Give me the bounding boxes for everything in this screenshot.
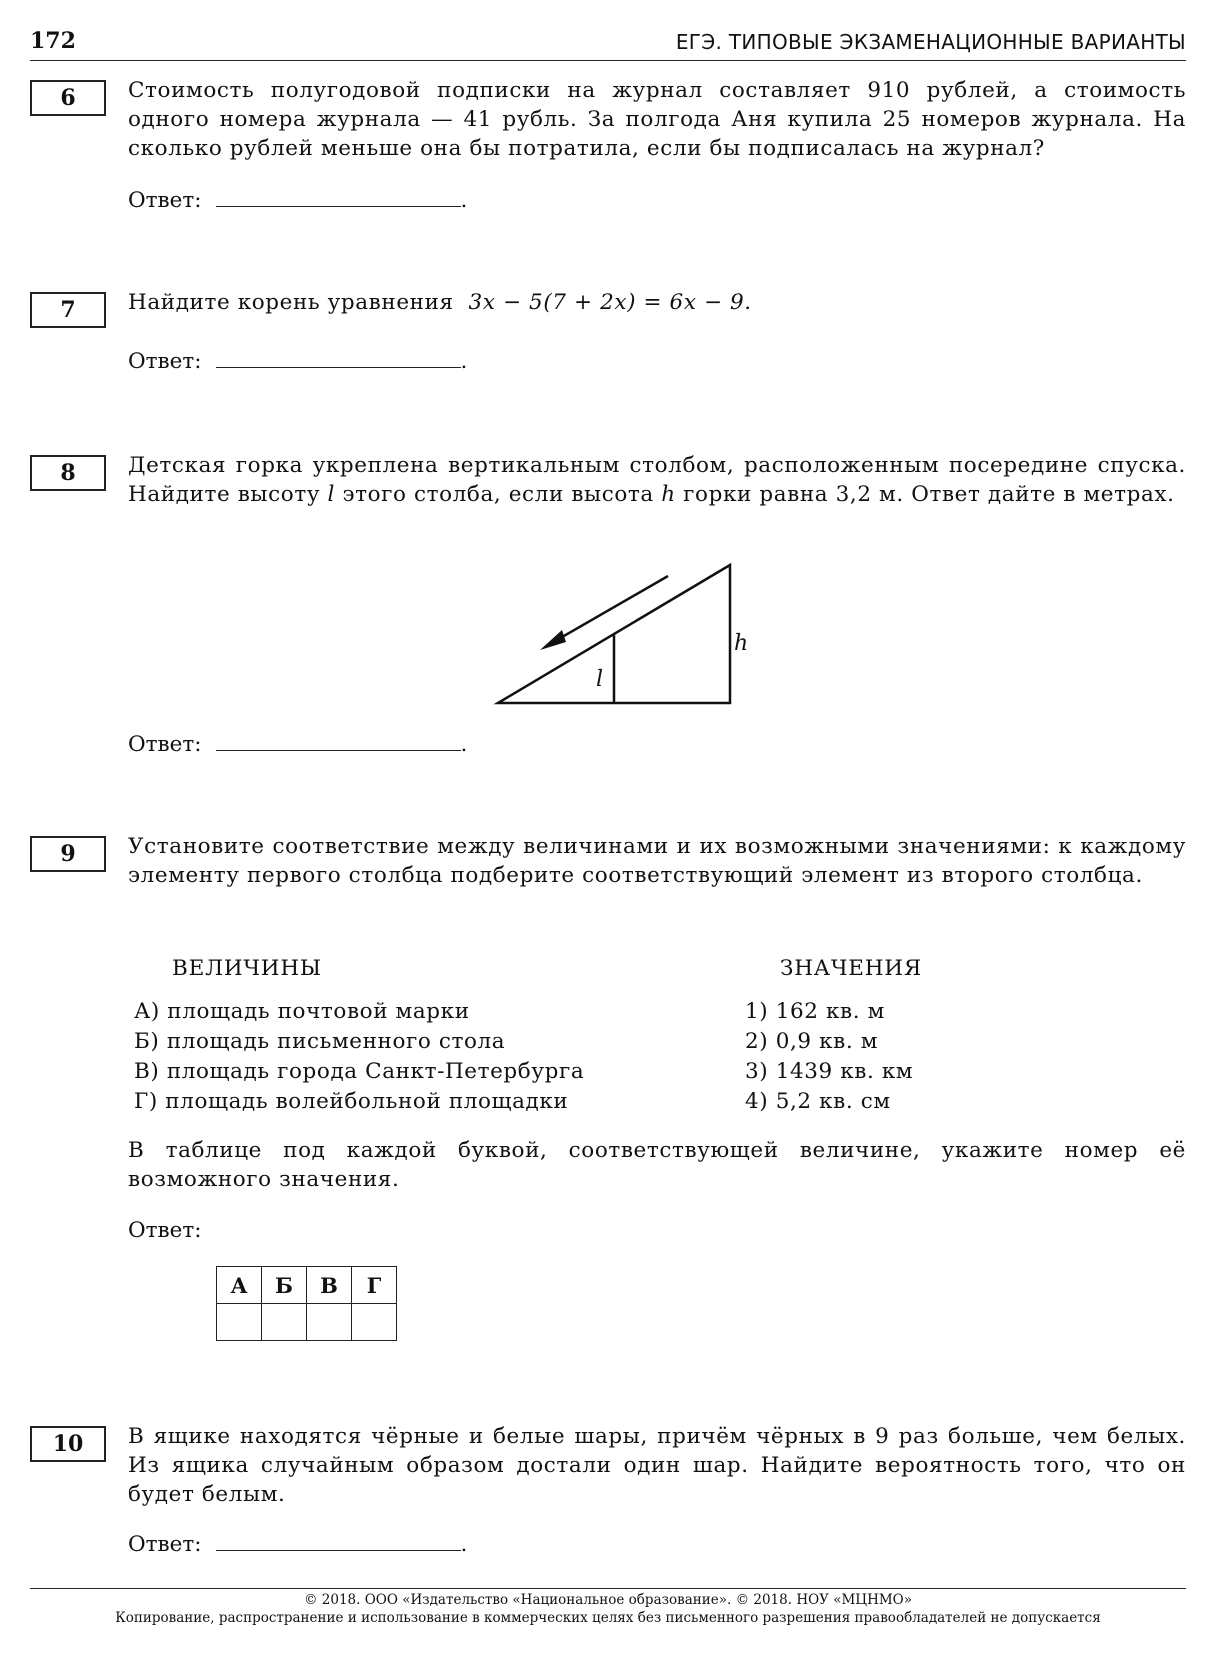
task-6-number: 6 (30, 80, 106, 116)
task-7-answer (128, 347, 467, 374)
page-number: 172 (30, 28, 76, 54)
task-9-instruction: В таблице под каждой буквой, соответствующей величине, укажите номер её возможного значения. (128, 1138, 1186, 1192)
footer-divider (30, 1588, 1186, 1589)
header-divider (30, 60, 1186, 61)
footer-copyright: © 2018. ООО «Издательство «Национальное образование». © 2018. НОУ «МЦНМО» (304, 1592, 912, 1608)
slide-diagram (490, 560, 770, 720)
answer-period: . (460, 732, 468, 757)
task-8-var-h: h (661, 482, 676, 507)
answer-line[interactable] (216, 730, 461, 751)
list-item: 2) 0,9 кв. м (745, 1029, 879, 1054)
answer-label: Ответ: (128, 1532, 202, 1557)
answer-cell-g[interactable] (352, 1304, 397, 1341)
answer-line[interactable] (216, 186, 461, 207)
list-item: А) площадь почтовой марки (134, 999, 470, 1024)
task-6-answer (128, 186, 467, 213)
task-6-text: Стоимость полугодовой подписки на журнал составляет 910 рублей, а стоимость одного номера журнала — 41 рубль. За полгода Аня купила 25 номеров журнала. На сколько рублей меньше она бы потратила, если бы подписалась на журнал? (128, 78, 1186, 161)
quantities-heading: ВЕЛИЧИНЫ (172, 956, 322, 981)
task-8-answer (128, 730, 467, 757)
answer-cell-b[interactable] (262, 1304, 307, 1341)
list-item: 4) 5,2 кв. см (745, 1089, 891, 1114)
task-7-number: 7 (30, 292, 106, 328)
answer-label: Ответ: (128, 349, 202, 374)
table-header-v: В (307, 1267, 352, 1304)
task-9-text: Установите соответствие между величинами и их возможными значениями: к каждому элементу первого столбца подберите соответствующий элемент из второго столбца. (128, 834, 1186, 888)
table-header-g: Г (352, 1267, 397, 1304)
label-h: h (734, 631, 749, 656)
task-9-answer-label: Ответ: (128, 1218, 202, 1243)
list-item: В) площадь города Санкт-Петербурга (134, 1059, 585, 1084)
answer-line[interactable] (216, 347, 461, 368)
task-10-number: 10 (30, 1426, 106, 1462)
values-list (745, 997, 913, 1117)
answer-period: . (460, 188, 468, 213)
task-8-text-part3: горки равна 3,2 м. Ответ дайте в метрах. (683, 482, 1175, 507)
answer-period: . (460, 1532, 468, 1557)
page-header-title: ЕГЭ. ТИПОВЫЕ ЭКЗАМЕНАЦИОННЫЕ ВАРИАНТЫ (675, 30, 1186, 54)
task-8-text-part2: этого столба, если высота (342, 482, 654, 507)
answer-table (216, 1266, 397, 1341)
answer-label: Ответ: (128, 732, 202, 757)
task-8-number: 8 (30, 455, 106, 491)
task-8-var-l: l (327, 482, 335, 507)
table-header-a: А (217, 1267, 262, 1304)
task-7-prompt: Найдите корень уравнения (128, 290, 454, 315)
quantities-list (134, 997, 584, 1117)
list-item: 3) 1439 кв. км (745, 1059, 914, 1084)
answer-cell-a[interactable] (217, 1304, 262, 1341)
task-7-equation: 3x − 5(7 + 2x) = 6x − 9. (468, 290, 752, 315)
answer-line[interactable] (216, 1530, 461, 1551)
list-item: 1) 162 кв. м (745, 999, 885, 1024)
task-10-answer (128, 1530, 467, 1557)
answer-label: Ответ: (128, 188, 202, 213)
table-header-b: Б (262, 1267, 307, 1304)
task-7-text (128, 288, 1186, 317)
task-8-text (128, 451, 1186, 509)
footer-notice: Копирование, распространение и использование в коммерческих целях без письменного разрешения правообладателей не допускается (115, 1610, 1101, 1626)
direction-arrow-shaft (550, 576, 668, 644)
task-10-text: В ящике находятся чёрные и белые шары, причём чёрных в 9 раз больше, чем белых. Из ящика случайным образом достали один шар. Найдите вероятность того, что он будет белым. (128, 1424, 1186, 1507)
list-item: Б) площадь письменного стола (134, 1029, 506, 1054)
direction-arrow-head (540, 630, 566, 650)
label-l: l (596, 667, 604, 692)
values-heading: ЗНАЧЕНИЯ (780, 956, 923, 981)
answer-period: . (460, 349, 468, 374)
answer-cell-v[interactable] (307, 1304, 352, 1341)
task-8-text-part1: Детская горка укреплена вертикальным столбом, расположенным посередине спуска. Найдите высоту (128, 453, 1186, 507)
task-9-number: 9 (30, 836, 106, 872)
list-item: Г) площадь волейбольной площадки (134, 1089, 569, 1114)
